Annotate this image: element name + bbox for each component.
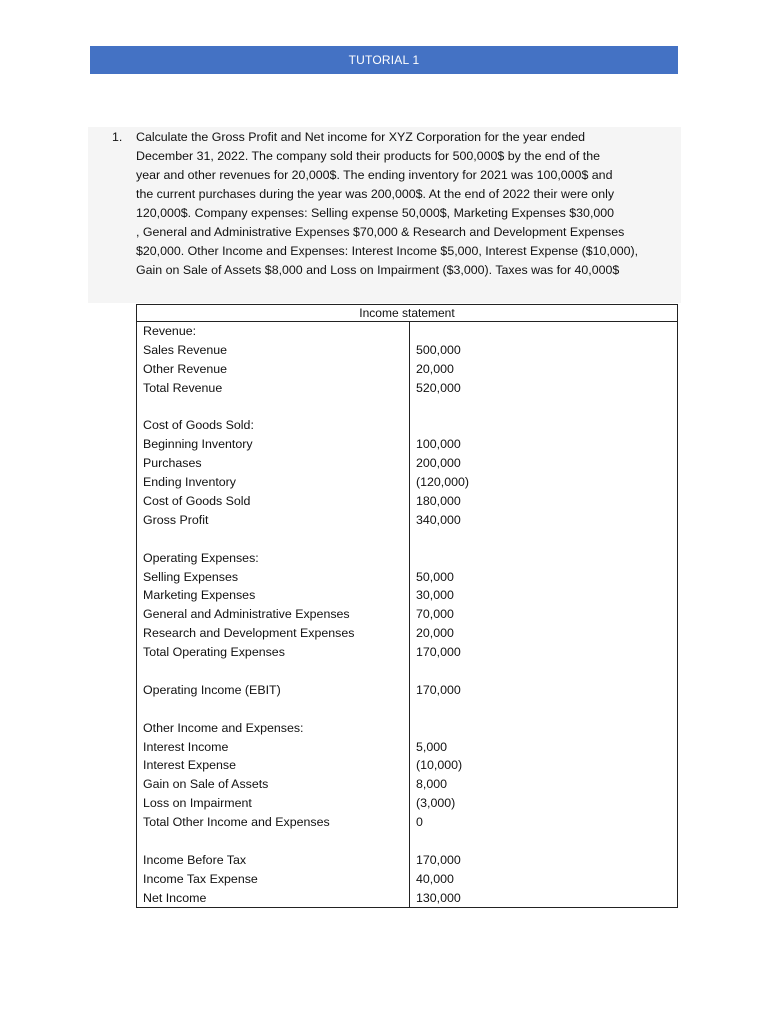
question-block bbox=[112, 128, 680, 280]
statement-row-label: Beginning Inventory bbox=[143, 437, 253, 452]
statement-row-value: 500,000 bbox=[416, 342, 461, 357]
statement-row-label: Research and Development Expenses bbox=[143, 626, 355, 641]
question-line: 120,000$. Company expenses: Selling expense 50,000$, Marketing Expenses $30,000 bbox=[136, 206, 615, 220]
statement-row-value: 70,000 bbox=[416, 607, 454, 622]
statement-row-label: Operating Income (EBIT) bbox=[143, 682, 281, 697]
statement-row bbox=[137, 360, 677, 379]
statement-row-value: 170,000 bbox=[416, 682, 461, 697]
question-line: , General and Administrative Expenses $70,000 & Research and Development Expenses bbox=[136, 225, 625, 239]
statement-row bbox=[137, 681, 677, 700]
question-line: Gain on Sale of Assets $8,000 and Loss on Impairment ($3,000). Taxes was for 40,000$ bbox=[136, 263, 620, 277]
tutorial-title: TUTORIAL 1 bbox=[348, 53, 420, 67]
question-line: $20,000. Other Income and Expenses: Interest Income $5,000, Interest Expense ($10,000), bbox=[136, 244, 639, 258]
statement-row-label: Income Tax Expense bbox=[143, 871, 258, 886]
statement-row bbox=[137, 416, 677, 435]
statement-row-value: 20,000 bbox=[416, 626, 454, 641]
statement-row bbox=[137, 700, 677, 719]
statement-row bbox=[137, 454, 677, 473]
question-line: December 31, 2022. The company sold their products for 500,000$ by the end of the bbox=[136, 149, 601, 163]
statement-row-value: 520,000 bbox=[416, 380, 461, 395]
statement-row-label: Sales Revenue bbox=[143, 342, 228, 357]
statement-row-value: 8,000 bbox=[416, 777, 448, 792]
statement-row bbox=[137, 379, 677, 398]
statement-row-value: (120,000) bbox=[416, 475, 470, 490]
statement-row-value: 180,000 bbox=[416, 494, 461, 509]
statement-row-label: Gain on Sale of Assets bbox=[143, 777, 269, 792]
statement-row-label: Net Income bbox=[143, 890, 207, 905]
statement-row-value: 340,000 bbox=[416, 512, 461, 527]
statement-row bbox=[137, 549, 677, 568]
statement-row-value: 100,000 bbox=[416, 437, 461, 452]
statement-row-label: Total Revenue bbox=[143, 380, 223, 395]
statement-row-label: Other Revenue bbox=[143, 361, 228, 376]
statement-row bbox=[137, 719, 677, 738]
statement-row-label: Interest Expense bbox=[143, 758, 236, 773]
question-line: Calculate the Gross Profit and Net income for XYZ Corporation for the year ended bbox=[136, 130, 586, 144]
statement-row bbox=[137, 624, 677, 643]
statement-row-label: Selling Expenses bbox=[143, 569, 239, 584]
statement-row-value: 170,000 bbox=[416, 645, 461, 660]
statement-row-label: Total Operating Expenses bbox=[143, 645, 285, 660]
statement-row bbox=[137, 851, 677, 870]
statement-row-value: 5,000 bbox=[416, 739, 448, 754]
statement-row-value: 170,000 bbox=[416, 852, 461, 867]
statement-row bbox=[137, 398, 677, 417]
question-background-tail bbox=[88, 280, 112, 303]
statement-row bbox=[137, 813, 677, 832]
statement-row-label: Other Income and Expenses: bbox=[143, 720, 304, 735]
statement-row-label: Gross Profit bbox=[143, 512, 209, 527]
statement-row-value: 130,000 bbox=[416, 890, 461, 905]
income-statement-table bbox=[136, 304, 678, 908]
statement-row bbox=[137, 435, 677, 454]
statement-row bbox=[137, 643, 677, 662]
question-line: year and other revenues for 20,000$. The ending inventory for 2021 was 100,000$ and bbox=[136, 168, 613, 182]
statement-row bbox=[137, 511, 677, 530]
statement-row-value: (3,000) bbox=[416, 796, 456, 811]
statement-row-value: 0 bbox=[416, 815, 423, 830]
statement-row-value: 200,000 bbox=[416, 456, 461, 471]
statement-row-label: Purchases bbox=[143, 456, 202, 471]
statement-row bbox=[137, 492, 677, 511]
statement-row bbox=[137, 568, 677, 587]
statement-row-label: Cost of Goods Sold bbox=[143, 494, 251, 509]
statement-row bbox=[137, 738, 677, 757]
statement-rows bbox=[137, 322, 677, 908]
statement-row-label: Loss on Impairment bbox=[143, 796, 252, 811]
statement-row-label: Cost of Goods Sold: bbox=[143, 418, 254, 433]
statement-row-label: Ending Inventory bbox=[143, 475, 236, 490]
statement-row-value: 40,000 bbox=[416, 871, 454, 886]
statement-row bbox=[137, 889, 677, 908]
statement-row bbox=[137, 322, 677, 341]
question-number: 1. bbox=[112, 130, 123, 144]
statement-row-value: (10,000) bbox=[416, 758, 463, 773]
statement-row bbox=[137, 662, 677, 681]
statement-row-label: Income Before Tax bbox=[143, 852, 247, 867]
tutorial-header bbox=[90, 46, 678, 74]
statement-row-value: 20,000 bbox=[416, 361, 454, 376]
question-text bbox=[136, 128, 680, 280]
statement-row bbox=[137, 605, 677, 624]
statement-row-label: Revenue: bbox=[143, 324, 197, 338]
statement-row-label: Interest Income bbox=[143, 739, 229, 754]
statement-row bbox=[137, 473, 677, 492]
statement-row bbox=[137, 794, 677, 813]
statement-row-label: General and Administrative Expenses bbox=[143, 607, 350, 622]
statement-row bbox=[137, 341, 677, 360]
question-line: the current purchases during the year was 200,000$. At the end of 2022 their were only bbox=[136, 187, 615, 201]
statement-row-value: 30,000 bbox=[416, 588, 454, 603]
statement-row bbox=[137, 775, 677, 794]
statement-row bbox=[137, 586, 677, 605]
statement-row-label: Total Other Income and Expenses bbox=[143, 815, 330, 830]
statement-row bbox=[137, 530, 677, 549]
statement-row bbox=[137, 870, 677, 889]
statement-row-label: Operating Expenses: bbox=[143, 550, 259, 565]
statement-row-label: Marketing Expenses bbox=[143, 588, 256, 603]
statement-row-value: 50,000 bbox=[416, 569, 454, 584]
statement-row bbox=[137, 832, 677, 851]
statement-row bbox=[137, 756, 677, 775]
income-statement-title: Income statement bbox=[137, 305, 677, 322]
